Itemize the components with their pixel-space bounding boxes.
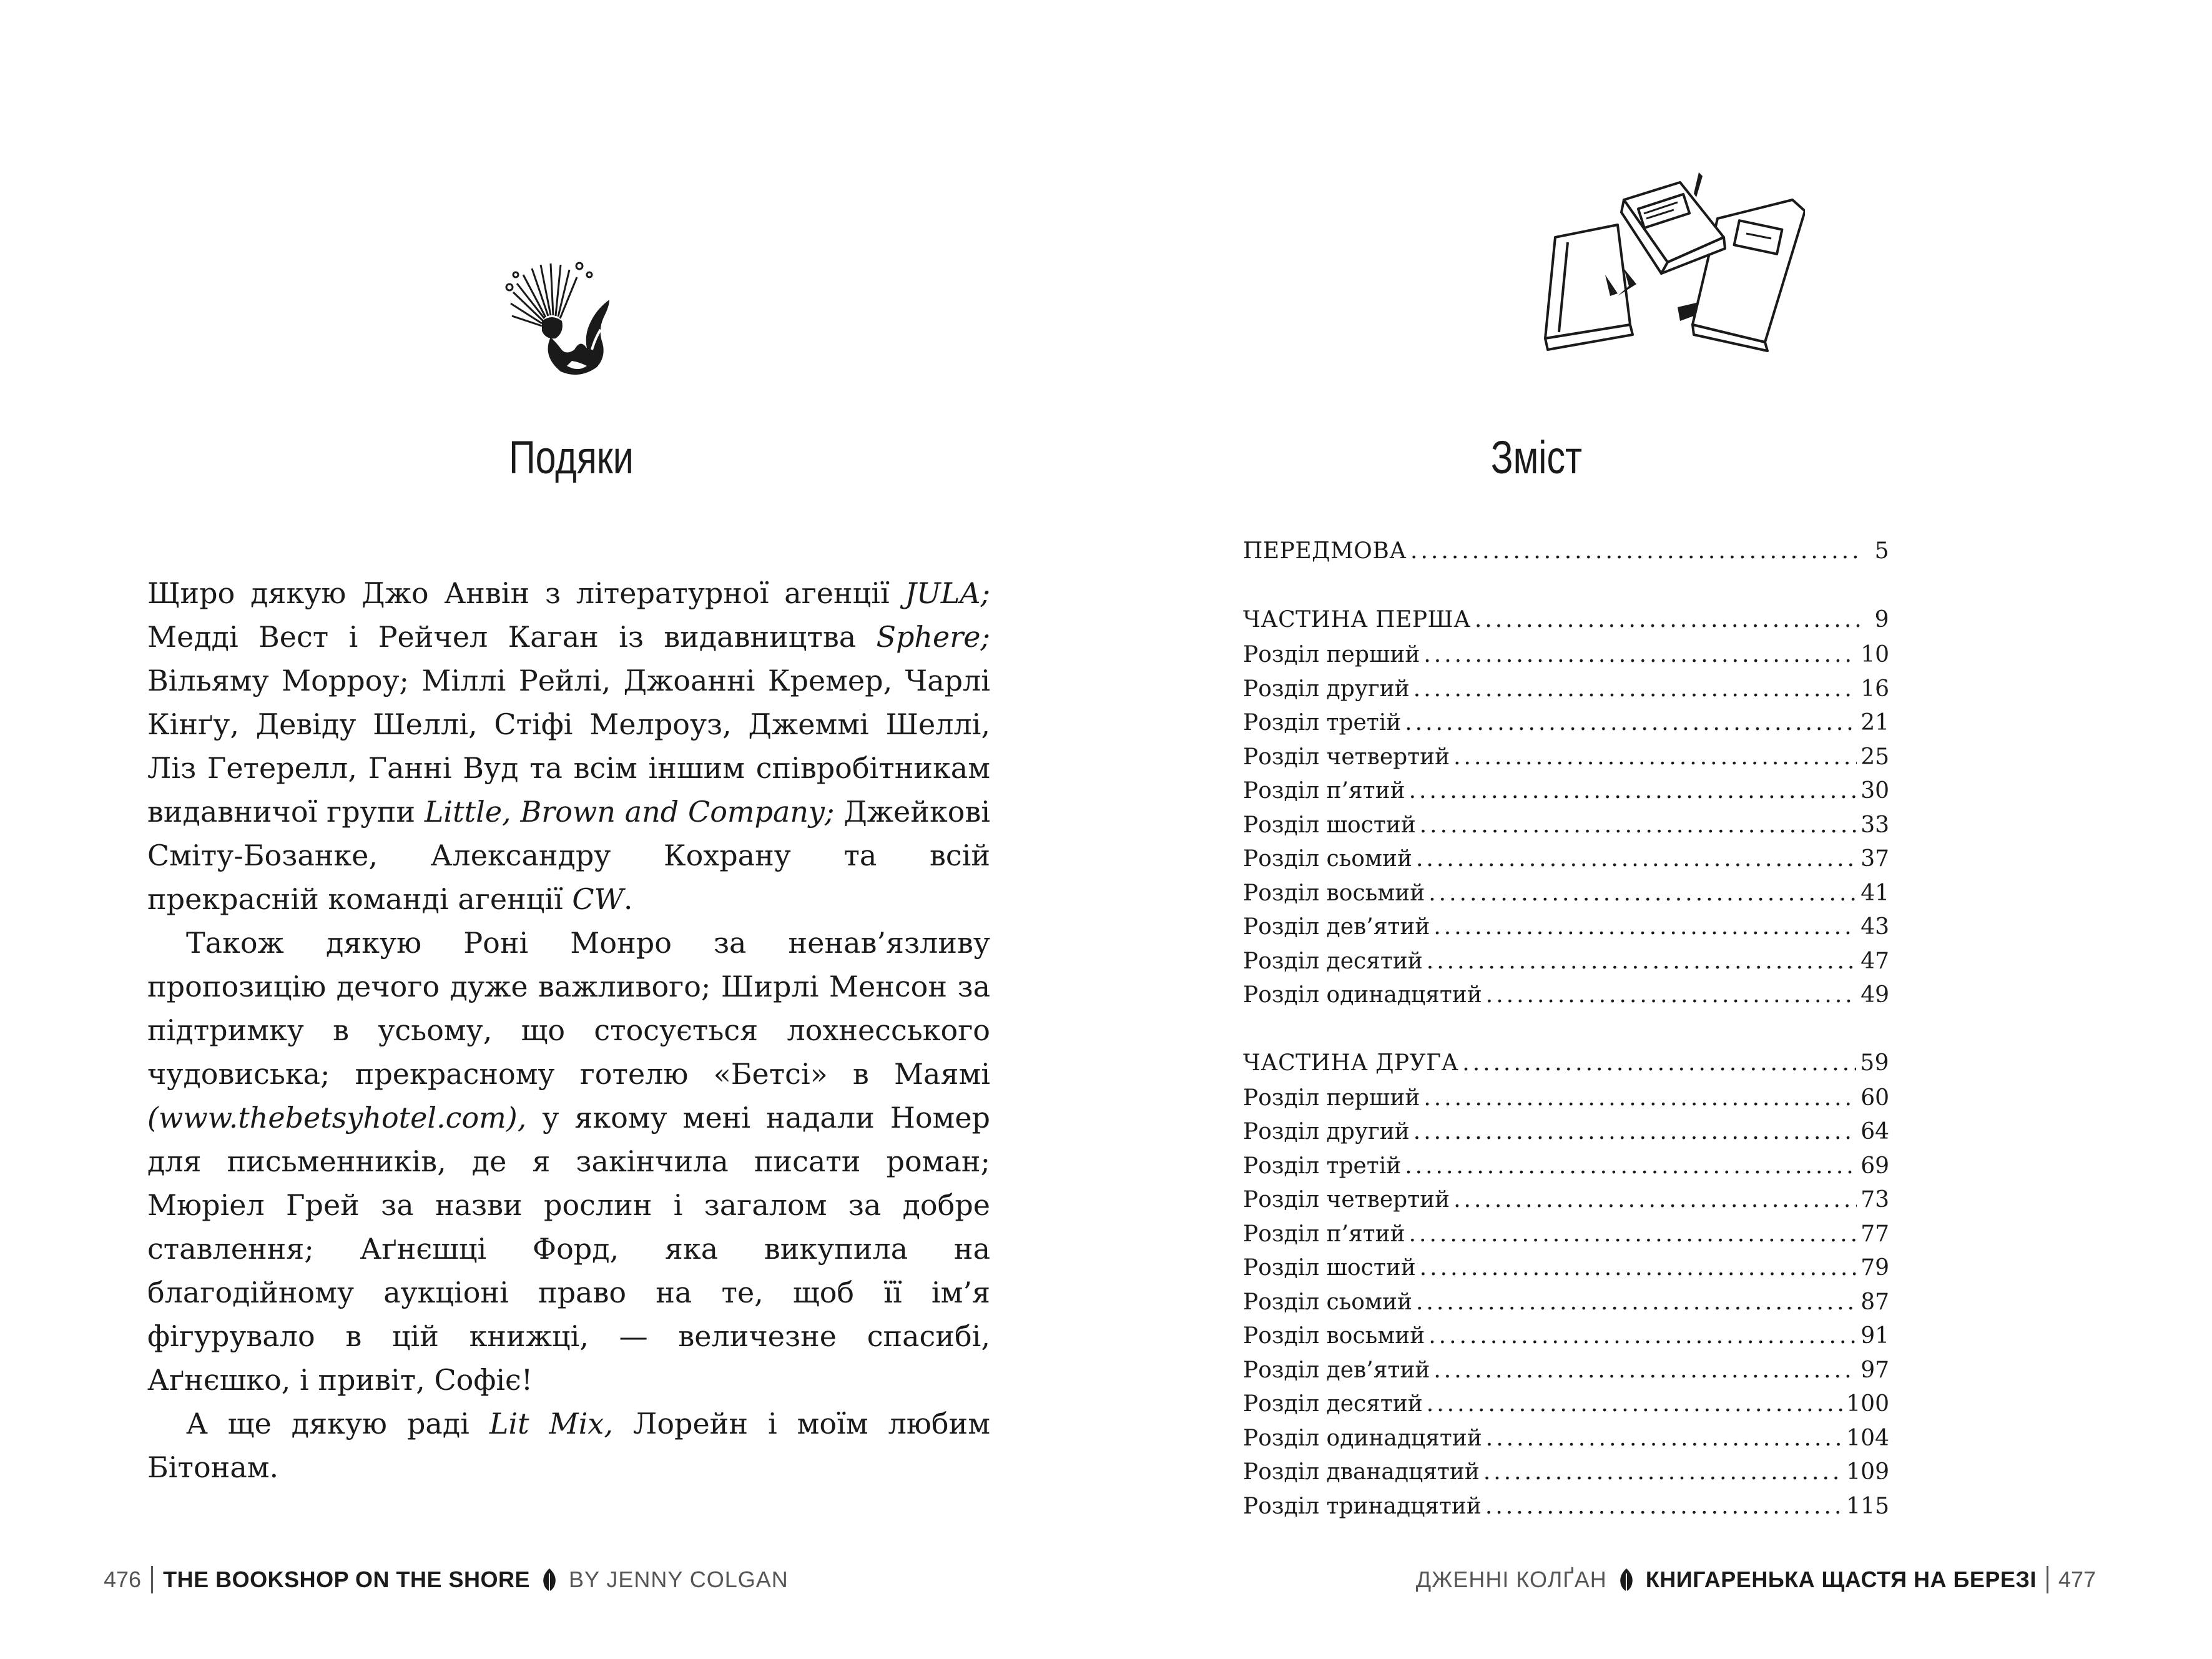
toc-page-number: 41 [1861,880,1889,906]
italic-run: Lit Mix, [489,1407,613,1440]
toc-title: Розділ п’ятий [1243,778,1405,804]
italic-run: Little, Brown and Company; [424,795,835,829]
toc-leader [1483,1455,1842,1490]
toc-entry[interactable] [1243,978,1889,1013]
toc-title: ПЕРЕДМОВА [1243,538,1407,564]
toc-title: Розділ третій [1243,1153,1402,1179]
toc-page-number: 49 [1861,982,1889,1008]
toc-title: Розділ п’ятий [1243,1221,1405,1247]
toc-title: Розділ четвертий [1243,1187,1450,1213]
table-of-contents [1243,533,1889,1556]
toc-title: Розділ другий [1243,1119,1410,1145]
toc-leader [1409,1218,1857,1252]
toc-entry[interactable] [1243,1354,1889,1388]
toc-title: Розділ третій [1243,710,1402,736]
toc-leader [1486,1422,1843,1456]
toc-leader [1486,978,1857,1013]
toc-entry[interactable] [1243,945,1889,979]
ack-paragraph-2 [147,921,990,1402]
toc-page-number: 87 [1861,1289,1889,1315]
toc-leader [1433,1354,1857,1388]
toc-entry[interactable] [1243,1081,1889,1116]
ack-paragraph-1 [147,571,990,921]
toc-part2-group [1243,1045,1889,1524]
toc-page-number: 21 [1861,710,1889,736]
acknowledgements-text [147,571,990,1489]
toc-page-number: 10 [1861,642,1889,667]
left-running-footer [104,1566,789,1593]
leaf-icon [540,1567,559,1592]
toc-title: Розділ десятий [1243,948,1423,974]
toc-entry[interactable] [1243,1286,1889,1320]
toc-entry-part-2[interactable] [1243,1045,1889,1081]
toc-page-number: 47 [1861,948,1889,974]
footer-divider [2047,1566,2048,1593]
toc-page-number: 30 [1861,778,1889,804]
book-author: ДЖЕННІ КОЛҐАН [1415,1567,1607,1592]
toc-title: ЧАСТИНА ПЕРША [1243,607,1471,633]
toc-entry[interactable] [1243,706,1889,741]
toc-page-number: 69 [1861,1153,1889,1179]
toc-leader [1453,741,1857,775]
toc-page-number: 100 [1846,1391,1889,1417]
toc-entry[interactable] [1243,877,1889,911]
right-running-footer [1416,1566,2096,1593]
toc-title: Розділ восьмий [1243,1323,1425,1349]
toc-leader [1416,842,1857,877]
toc-entry[interactable] [1243,809,1889,843]
toc-entry[interactable] [1243,842,1889,877]
toc-entry[interactable] [1243,1455,1889,1490]
toc-page-number: 25 [1861,744,1889,770]
toc-leader [1409,774,1857,809]
toc-entry[interactable] [1243,910,1889,945]
text-run: Лорейн і моїм любим Бітонам. [147,1407,991,1484]
toc-leader [1413,672,1857,707]
italic-run: CW [572,882,624,916]
toc-title: Розділ шостий [1243,1255,1416,1281]
toc-title: Розділ дванадцятий [1243,1459,1480,1485]
toc-entry[interactable] [1243,1319,1889,1354]
toc-leader [1427,1387,1843,1422]
toc-page-number: 64 [1861,1119,1889,1145]
text-run: Також дякую Роні Монро за ненав’язливу пропозицію дечого дуже важливого; Ширлі Менсон за підтримку в усьому, що стосується лохнесського чудовиська; прекрасному готелю «Бетсі» в Маямі [147,926,990,1091]
toc-leader [1420,1251,1857,1286]
italic-run: (www.thebetsyhotel.com), [147,1101,527,1135]
toc-title: Розділ десятий [1243,1391,1423,1417]
toc-page-number: 115 [1846,1493,1889,1519]
text-run: Щиро дякую Джо Анвін з літературної агенції [147,576,905,610]
toc-leader [1405,1149,1857,1184]
toc-leader [1428,877,1857,911]
toc-part1-group [1243,602,1889,1013]
contents-heading: Зміст [1490,431,1583,483]
toc-title: Розділ другий [1243,676,1410,702]
toc-leader [1423,638,1857,672]
book-author: BY JENNY COLGAN [568,1567,789,1592]
thistle-flame-icon [504,256,642,381]
text-run: у якому мені надали Номер для письменників, де я закінчила писати роман; Мюріел Грей за назви рослин і загалом за добре ставлення; Аґнєшці Форд, яка викупила на благодійному аукціоні право на те, щоб її ім’я фігурувало в цій книжці, — величезне спасибі, Аґнєшко, і привіт, Софіє! [147,1101,990,1397]
acknowledgements-heading: Подяки [509,431,634,483]
toc-page-number: 91 [1861,1323,1889,1349]
toc-page-number: 9 [1874,607,1889,633]
toc-leader [1485,1490,1842,1524]
toc-title: Розділ шостий [1243,812,1416,838]
page-number: 477 [2058,1567,2096,1592]
toc-page-number: 73 [1861,1187,1889,1213]
toc-page-number: 37 [1861,846,1889,872]
toc-title: Розділ дев’ятий [1243,914,1430,940]
book-title: THE BOOKSHOP ON THE SHORE [163,1567,530,1592]
toc-title: Розділ четвертий [1243,744,1450,770]
toc-leader [1423,1081,1857,1116]
toc-title: Розділ перший [1243,642,1420,667]
text-run: Джейкові Сміту-Бозанке, Александру Кохрану та всій прекрасній команді агенції [147,795,990,916]
toc-leader [1433,910,1857,945]
toc-title: Розділ сьомий [1243,846,1412,872]
toc-title: Розділ перший [1243,1085,1420,1111]
toc-leader [1475,602,1861,638]
toc-entry[interactable] [1243,741,1889,775]
toc-page-number: 79 [1861,1255,1889,1281]
toc-entry[interactable] [1243,774,1889,809]
toc-page-number: 43 [1861,914,1889,940]
toc-entry-preface[interactable] [1243,533,1889,569]
toc-entry[interactable] [1243,1490,1889,1524]
ack-paragraph-3 [147,1402,990,1489]
leaf-icon [1617,1567,1636,1592]
text-run: А ще дякую раді [186,1407,489,1440]
text-run: Медді Вест і Рейчел Каган із видавництва [147,620,877,654]
toc-entry-part-1[interactable] [1243,602,1889,638]
toc-page-number: 33 [1861,812,1889,838]
toc-leader [1410,533,1861,569]
toc-entry[interactable] [1243,1387,1889,1422]
toc-entry[interactable] [1243,1149,1889,1184]
toc-leader [1462,1045,1856,1081]
toc-entry[interactable] [1243,1183,1889,1218]
toc-leader [1453,1183,1857,1218]
toc-page-number: 16 [1861,676,1889,702]
toc-entry[interactable] [1243,1218,1889,1252]
right-page [1106,0,2212,1659]
toc-title: Розділ тринадцятий [1243,1493,1482,1519]
toc-title: Розділ дев’ятий [1243,1357,1430,1383]
toc-leader [1428,1319,1857,1354]
toc-title: Розділ одинадцятий [1243,1425,1482,1451]
toc-page-number: 104 [1846,1425,1889,1451]
toc-page-number: 97 [1861,1357,1889,1383]
toc-page-number: 60 [1861,1085,1889,1111]
toc-entry[interactable] [1243,1422,1889,1456]
toc-leader [1413,1115,1857,1149]
toc-page-number: 77 [1861,1221,1889,1247]
toc-leader [1405,706,1857,741]
toc-page-number: 59 [1860,1050,1889,1076]
book-title: КНИГАРЕНЬКА ЩАСТЯ НА БЕРЕЗІ [1645,1567,2037,1592]
toc-entry[interactable] [1243,1115,1889,1149]
toc-entry[interactable] [1243,638,1889,672]
toc-entry[interactable] [1243,672,1889,707]
text-run: Вільяму Морроу; Міллі Рейлі, Джоанні Кремер, Чарлі Кінґу, Девіду Шеллі, Стіфі Мелроуз, Джеммі Шеллі, Ліз Гетерелл, Ганні Вуд та всім іншим співробітникам видавничої групи [147,664,990,829]
footer-divider [151,1566,153,1593]
toc-leader [1416,1286,1857,1320]
toc-title: Розділ восьмий [1243,880,1425,906]
italic-run: JULA; [905,576,990,610]
toc-leader [1420,809,1857,843]
text-run: . [623,882,633,916]
page-number: 476 [104,1567,142,1592]
toc-page-number: 5 [1874,538,1889,564]
toc-leader [1427,945,1857,979]
italic-run: Sphere; [876,620,990,654]
toc-preface-group [1243,533,1889,569]
books-stack-icon [1530,169,1805,362]
toc-page-number: 109 [1846,1459,1889,1485]
toc-entry[interactable] [1243,1251,1889,1286]
toc-title: Розділ одинадцятий [1243,982,1482,1008]
toc-title: Розділ сьомий [1243,1289,1412,1315]
toc-title: ЧАСТИНА ДРУГА [1243,1050,1459,1076]
